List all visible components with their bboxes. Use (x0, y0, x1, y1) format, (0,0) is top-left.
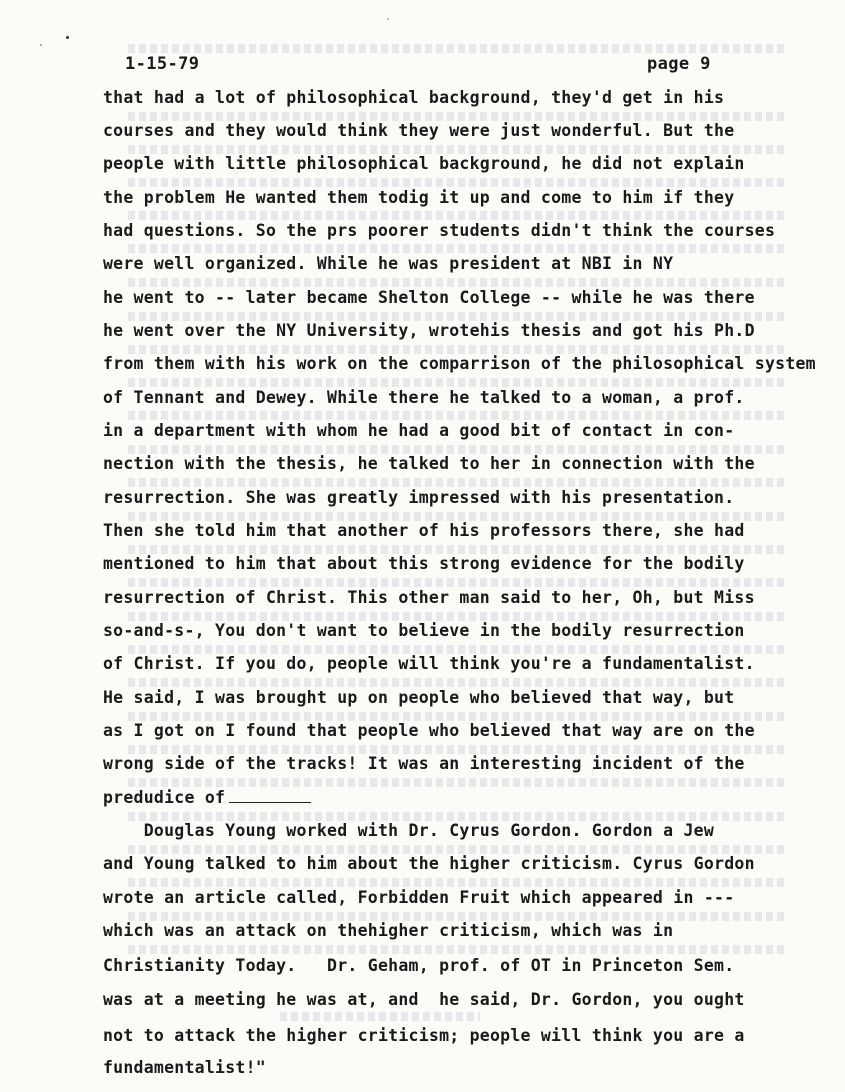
text-line: fundamentalist!" (103, 1058, 266, 1077)
text-line: as I got on I found that people who believed that way are on the (103, 721, 755, 740)
text-line: were well organized. While he was president at NBI in NY (103, 254, 674, 273)
text-line: and Young talked to him about the higher criticism. Cyrus Gordon (103, 854, 755, 873)
text-line: Christianity Today. Dr. Geham, prof. of OT in Princeton Sem. (103, 956, 735, 975)
text-line: He said, I was brought up on people who believed that way, but (103, 688, 735, 707)
text-line: wrote an article called, Forbidden Fruit which appeared in --- (103, 888, 735, 907)
text-line: Then she told him that another of his professors there, she had (103, 521, 745, 540)
text-line: so-and-s-, You don't want to believe in the bodily resurrection (103, 621, 745, 640)
text-line: the problem He wanted them todig it up and come to him if they (103, 188, 735, 207)
text-line: of Tennant and Dewey. While there he talked to a woman, a prof. (103, 388, 745, 407)
text-line: of Christ. If you do, people will think you're a fundamentalist. (103, 654, 755, 673)
text-line: that had a lot of philosophical background, they'd get in his (103, 88, 725, 107)
text-line: he went to -- later became Shelton College -- while he was there (103, 288, 755, 307)
text-line: which was an attack on thehigher criticism, which was in (103, 921, 674, 940)
ink-speck (66, 36, 69, 39)
text-line-with-blank (103, 788, 311, 808)
text-line: not to attack the higher criticism; people will think you are a (103, 1026, 745, 1045)
text-line: from them with his work on the comparrison of the philosophical system (103, 354, 816, 373)
text-line: wrong side of the tracks! It was an interesting incident of the (103, 754, 745, 773)
text-line: had questions. So the prs poorer students didn't think the courses (103, 221, 776, 240)
ink-speck (387, 18, 389, 20)
text-line: people with little philosophical background, he did not explain (103, 154, 745, 173)
text-line: resurrection of Christ. This other man said to her, Oh, but Miss (103, 588, 755, 607)
text-line: he went over the NY University, wrotehis thesis and got his Ph.D (103, 321, 755, 340)
text-line: in a department with whom he had a good bit of contact in con- (103, 421, 735, 440)
text-line: nection with the thesis, he talked to her in connection with the (103, 454, 755, 473)
text-line: predudice of (103, 788, 226, 807)
page-number: page 9 (647, 54, 711, 74)
text-line: mentioned to him that about this strong evidence for the bodily (103, 554, 745, 573)
fill-in-blank (229, 792, 311, 803)
text-line: Douglas Young worked with Dr. Cyrus Gordon. Gordon a Jew (103, 821, 715, 840)
text-line: was at a meeting he was at, and he said, Dr. Gordon, you ought (103, 990, 745, 1009)
text-line: resurrection. She was greatly impressed with his presentation. (103, 488, 735, 507)
page-date: 1-15-79 (125, 54, 200, 74)
ink-speck (40, 44, 42, 46)
text-line: courses and they would think they were just wonderful. But the (103, 121, 735, 140)
